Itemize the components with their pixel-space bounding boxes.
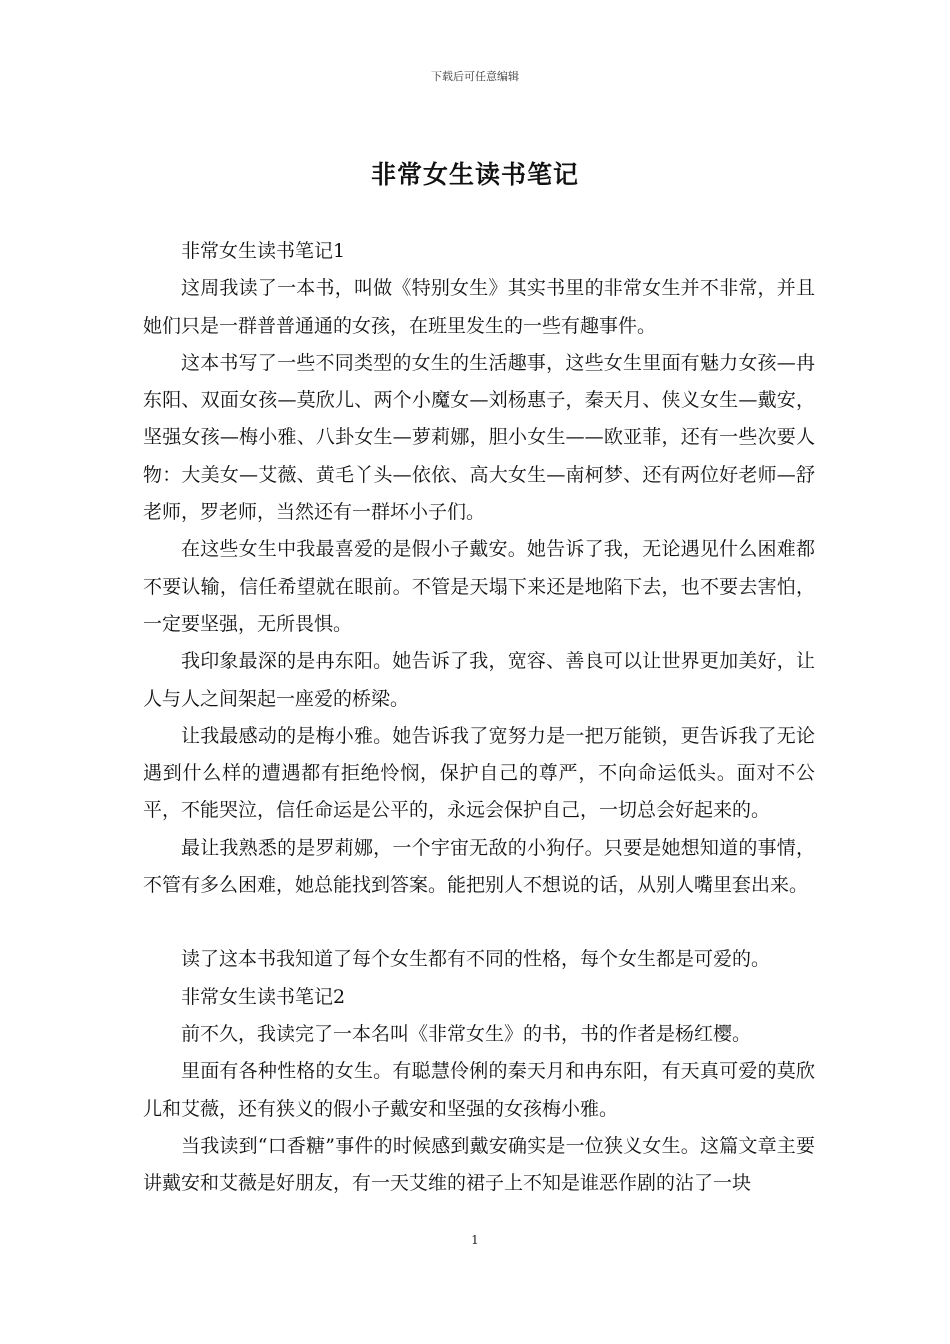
section-heading-2: 非常女生读书笔记2: [181, 985, 346, 1008]
paragraph: 读了这本书我知道了每个女生都有不同的性格，每个女生都是可爱的。: [181, 948, 771, 971]
paragraph: 我印象最深的是冉东阳。她告诉了我，宽容、善良可以让世界更加美好，让人与人之间架起一座爱的桥梁。: [143, 650, 815, 710]
paragraph: 当我读到“口香糖”事件的时候感到戴安确实是一位狭义女生。这篇文章主要讲戴安和艾薇是好朋友，有一天艾维的裙子上不知是谁恶作剧的沾了一块: [143, 1134, 815, 1195]
document-body: [143, 233, 815, 1202]
paragraph: 在这些女生中我最喜爱的是假小子戴安。她告诉了我，无论遇见什么困难都不要认输，信任希望就在眼前。不管是天塌下来还是地陷下去，也不要去害怕，一定要坚强，无所畏惧。: [143, 538, 815, 635]
page-header-note: 下载后可任意编辑: [431, 70, 519, 83]
paragraph: 让我最感动的是梅小雅。她告诉我了宽努力是一把万能锁，更告诉我了无论遇到什么样的遭遇都有拒绝怜悯，保护自己的尊严，不向命运低头。面对不公平，不能哭泣，信任命运是公平的，永远会保护自己，一切总会好起来的。: [143, 724, 815, 822]
paragraph: 这本书写了一些不同类型的女生的生活趣事，这些女生里面有魅力女孩—冉东阳、双面女孩—莫欣儿、两个小魔女—刘杨惠子，秦天月、侠义女生—戴安，坚强女孩—梅小雅、八卦女生—萝莉娜，胆小女生——欧亚菲，还有一些次要人物：大美女—艾薇、黄毛丫头—依依、高大女生—南柯梦、还有两位好老师—舒老师，罗老师，当然还有一群坏小子们。: [143, 351, 815, 524]
paragraph: 最让我熟悉的是罗莉娜，一个宇宙无敌的小狗仔。只要是她想知道的事情，不管有多么困难，她总能找到答案。能把别人不想说的话，从别人嘴里套出来。: [143, 836, 815, 897]
document-title: 非常女生读书笔记: [370, 160, 579, 189]
paragraph: 前不久，我读完了一本名叫《非常女生》的书，书的作者是杨红樱。: [181, 1022, 752, 1045]
paragraph: 这周我读了一本书，叫做《特别女生》其实书里的非常女生并不非常，并且她们只是一群普普通通的女孩，在班里发生的一些有趣事件。: [143, 277, 815, 337]
section-heading-1: 非常女生读书笔记1: [181, 240, 346, 262]
page-number: 1: [471, 1233, 479, 1247]
paragraph: 里面有各种性格的女生。有聪慧伶俐的秦天月和冉东阳，有天真可爱的莫欣儿和艾薇，还有狭义的假小子戴安和坚强的女孩梅小雅。: [143, 1060, 815, 1120]
